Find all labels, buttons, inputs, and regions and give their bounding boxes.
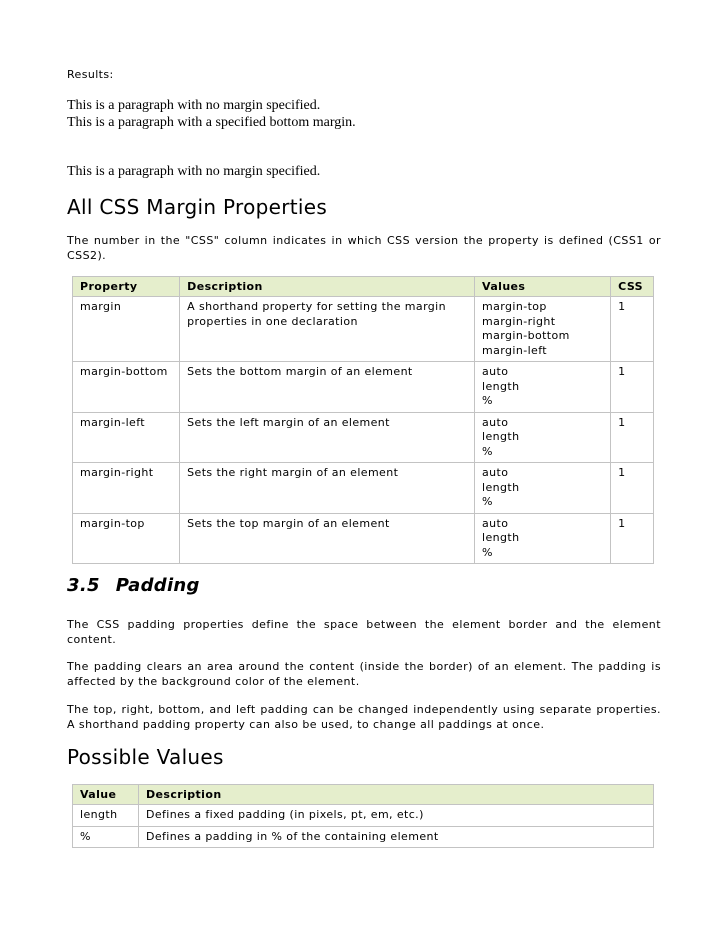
description-cell: Sets the bottom margin of an element <box>180 362 475 413</box>
value-item: auto <box>482 415 509 429</box>
css-cell: 1 <box>611 297 654 362</box>
value-item: % <box>482 545 493 559</box>
value-item: % <box>482 394 493 407</box>
values-cell <box>475 297 611 362</box>
value-item: auto <box>482 516 509 530</box>
padding-paragraph-3: The top, right, bottom, and left padding can be changed independently using separate properties. A shorthand padding property can also be used, to change all paddings at once. <box>67 703 661 731</box>
description-cell: Sets the left margin of an element <box>180 412 475 463</box>
padding-section-heading <box>67 575 200 596</box>
css-cell: 1 <box>611 463 654 514</box>
description-cell: A shorthand property for setting the margin properties in one declaration <box>180 297 475 362</box>
table-row <box>73 463 654 514</box>
value-item: % <box>482 444 493 458</box>
header-description: Description <box>139 785 654 805</box>
paragraph-no-margin-1: This is a paragraph with no margin specified. <box>67 98 321 113</box>
possible-values-heading: Possible Values <box>67 745 224 769</box>
values-cell <box>475 362 611 413</box>
description-cell: Defines a fixed padding (in pixels, pt, em, etc.) <box>139 805 654 827</box>
property-cell: margin-top <box>73 513 180 564</box>
value-item: length <box>482 480 520 494</box>
padding-paragraph-2: The padding clears an area around the content (inside the border) of an element. The padding is affected by the background color of the element. <box>67 660 661 688</box>
value-item: margin-right <box>482 314 556 328</box>
table-row <box>73 362 654 413</box>
value-item: % <box>482 495 493 508</box>
value-item: auto <box>482 466 509 479</box>
header-css: CSS <box>611 277 654 297</box>
table-row <box>73 826 654 848</box>
table-header-row <box>73 785 654 805</box>
table-row <box>73 513 654 564</box>
table-row <box>73 805 654 827</box>
margin-properties-heading: All CSS Margin Properties <box>67 195 328 219</box>
value-item: margin-bottom <box>482 329 570 342</box>
value-item: margin-top <box>482 300 547 313</box>
values-cell <box>475 513 611 564</box>
values-cell <box>475 412 611 463</box>
possible-values-table <box>72 784 654 848</box>
value-cell: % <box>73 826 139 848</box>
value-item: length <box>482 531 520 544</box>
property-cell: margin-right <box>73 463 180 514</box>
section-number: 3.5 <box>67 575 100 596</box>
description-cell: Defines a padding in % of the containing element <box>139 826 654 848</box>
margin-properties-intro: The number in the "CSS" column indicates in which CSS version the property is defined (CSS1 or CSS2). <box>67 234 661 262</box>
value-cell: length <box>73 805 139 827</box>
value-item: length <box>482 430 520 443</box>
value-item: length <box>482 379 520 393</box>
table-row <box>73 412 654 463</box>
css-cell: 1 <box>611 412 654 463</box>
css-cell: 1 <box>611 362 654 413</box>
margin-properties-table <box>72 276 654 564</box>
header-description: Description <box>180 277 475 297</box>
table-row <box>73 297 654 362</box>
property-cell: margin-bottom <box>73 362 180 413</box>
description-cell: Sets the right margin of an element <box>180 463 475 514</box>
header-property: Property <box>73 277 180 297</box>
value-item: margin-left <box>482 343 547 357</box>
paragraph-bottom-margin: This is a paragraph with a specified bottom margin. <box>67 115 356 130</box>
results-label: Results: <box>67 68 114 81</box>
paragraph-no-margin-2: This is a paragraph with no margin specified. <box>67 164 321 179</box>
values-cell <box>475 463 611 514</box>
property-cell: margin <box>73 297 180 362</box>
header-value: Value <box>73 785 139 805</box>
value-item: auto <box>482 365 509 378</box>
table-header-row <box>73 277 654 297</box>
css-cell: 1 <box>611 513 654 564</box>
property-cell: margin-left <box>73 412 180 463</box>
section-title: Padding <box>115 575 200 596</box>
header-values: Values <box>475 277 611 297</box>
description-cell: Sets the top margin of an element <box>180 513 475 564</box>
padding-paragraph-1: The CSS padding properties define the space between the element border and the element content. <box>67 618 661 646</box>
